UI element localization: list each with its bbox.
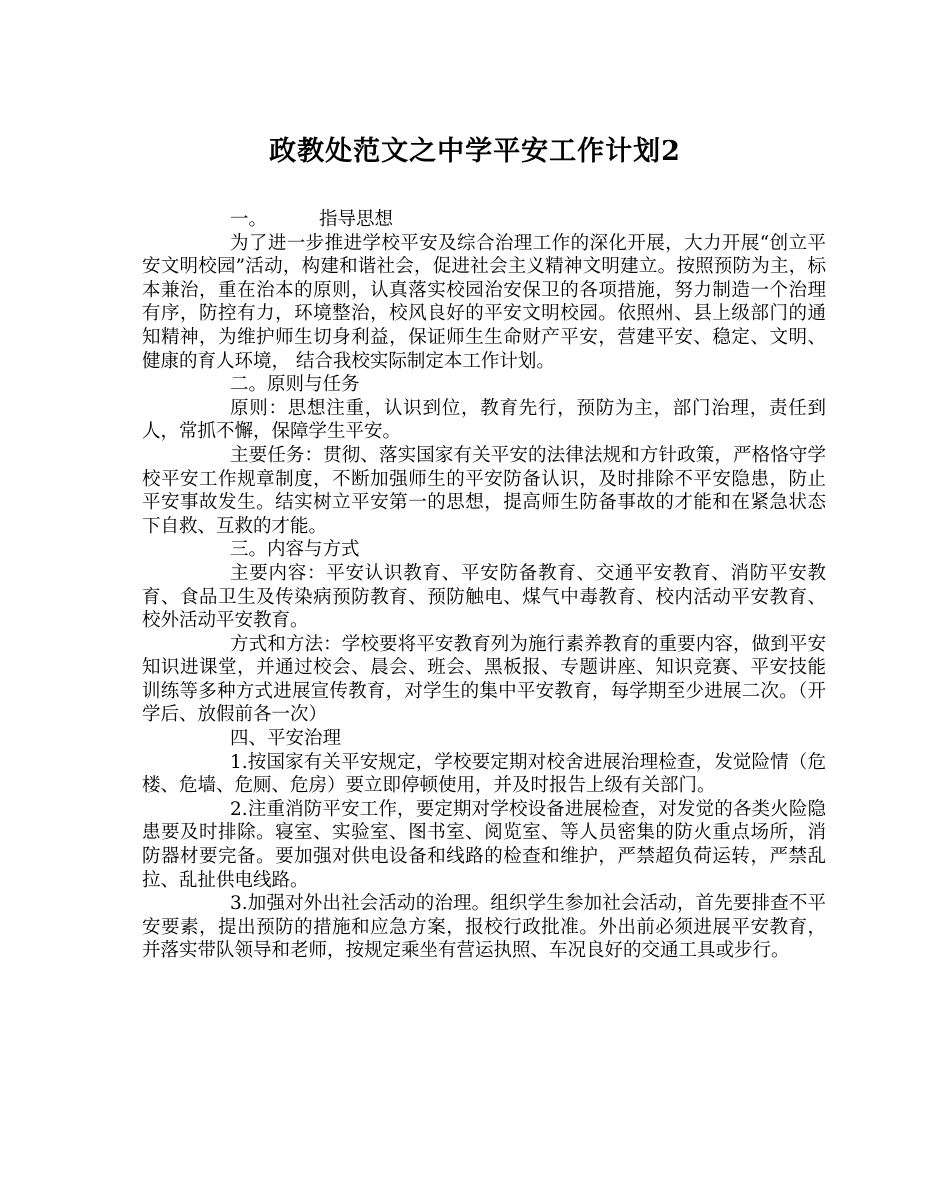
document-title: 政教处范文之中学平安工作计划2 — [269, 136, 681, 167]
section-2-principle: 原则：思想注重，认识到位，教育先行，预防为主，部门治理，责任到人，常抓不懈，保障学生平安。 — [142, 397, 826, 443]
document-body — [142, 208, 826, 963]
section-4-item-1: 1.按国家有关平安规定，学校要定期对校舍进展治理检查，发觉险情（危楼、危墙、危厕、危房）要立即停顿使用，并及时报告上级有关部门。 — [142, 751, 826, 797]
section-3-methods: 方式和方法：学校要将平安教育列为施行素养教育的重要内容，做到平安知识进课堂，并通过校会、晨会、班会、黑板报、专题讲座、知识竞赛、平安技能训练等多种方式进展宣传教育，对学生的集中平安教育，每学期至少进展二次。（开学后、放假前各一次） — [142, 633, 826, 726]
section-3-heading: 三。内容与方式 — [230, 539, 360, 561]
section-4-item-3: 3.加强对外出社会活动的治理。组织学生参加社会活动，首先要排查不平安要素，提出预防的措施和应急方案，报校行政批准。外出前必须进展平安教育，并落实带队领导和老师，按规定乘坐有营运执照、车况良好的交通工具或步行。 — [142, 893, 826, 962]
section-1-heading — [142, 208, 826, 232]
section-1-number: 一。 — [230, 209, 268, 230]
section-4-heading: 四、平安治理 — [230, 728, 342, 750]
section-2-tasks: 主要任务：贯彻、落实国家有关平安的法律法规和方针政策，严格恪守学校平安工作规章制度，不断加强师生的平安防备认识，及时排除不平安隐患，防止平安事故发生。结实树立平安第一的思想，提高师生防备事故的才能和在紧急状态下自救、互救的才能。 — [142, 444, 826, 537]
section-4-item-2: 2.注重消防平安工作，要定期对学校设备进展检查，对发觉的各类火险隐患要及时排除。寝室、实验室、图书室、阅览室、等人员密集的防火重点场所，消防器材要完备。要加强对供电设备和线路的检查和维护，严禁超负荷运转，严禁乱拉、乱扯供电线路。 — [142, 798, 826, 891]
section-1-paragraph: 为了进一步推进学校平安及综合治理工作的深化开展，大力开展“创立平安文明校园”活动，构建和谐社会，促进社会主义精神文明建立。按照预防为主，标本兼治，重在治本的原则，认真落实校园治安保卫的各项措施，努力制造一个治理有序，防控有力，环境整治，校风良好的平安文明校园。依照州、县上级部门的通知精神，为维护师生切身利益，保证师生生命财产平安，营建平安、稳定、文明、健康的育人环境， 结合我校实际制定本工作计划。 — [142, 232, 826, 372]
section-1-title: 指导思想 — [319, 209, 394, 230]
section-3-content: 主要内容：平安认识教育、平安防备教育、交通平安教育、消防平安教育、食品卫生及传染病预防教育、预防触电、煤气中毒教育、校内活动平安教育、校外活动平安教育。 — [142, 562, 826, 632]
section-2-heading: 二。原则与任务 — [230, 374, 360, 396]
